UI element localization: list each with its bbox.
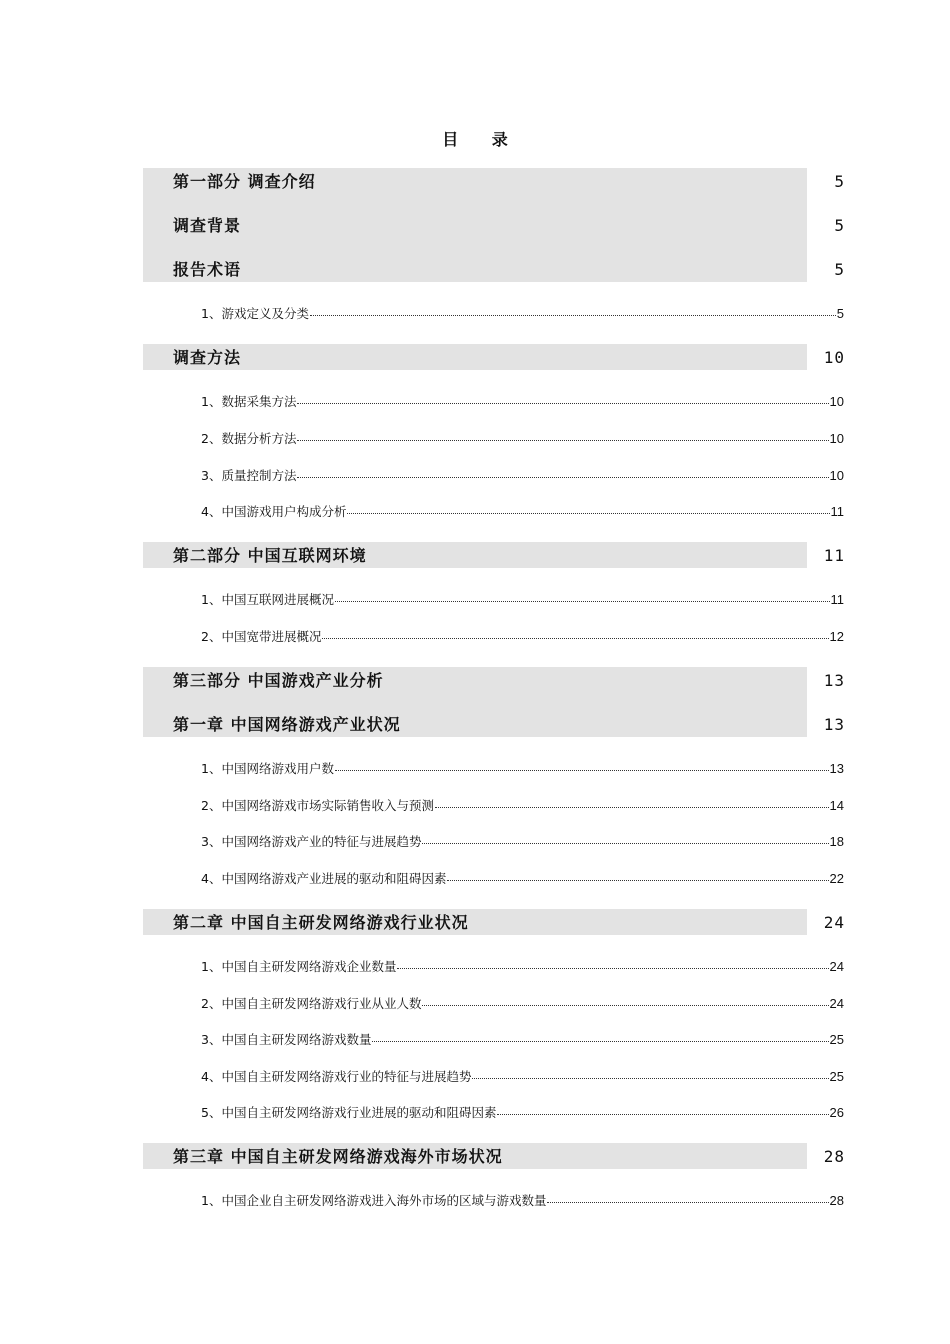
toc-item[interactable]	[201, 759, 844, 779]
toc-heading[interactable]: 第三章 中国自主研发网络游戏海外市场状况	[173, 1147, 503, 1166]
dot-leader	[547, 1202, 828, 1203]
toc-item[interactable]	[201, 466, 844, 486]
toc-item-page: 11	[830, 592, 844, 607]
toc-heading-page: 11	[823, 546, 845, 565]
toc-heading-page: 13	[823, 715, 845, 734]
toc-item-label: 4、中国游戏用户构成分析	[201, 504, 347, 519]
dot-leader	[310, 315, 836, 316]
toc-title: 目 录	[442, 130, 522, 149]
toc-item-label: 3、质量控制方法	[201, 468, 297, 483]
dot-leader	[372, 1041, 828, 1042]
toc-heading[interactable]: 调查背景	[173, 216, 242, 235]
toc-heading-page: 5	[834, 172, 845, 191]
dot-leader	[297, 403, 828, 404]
toc-item-label: 2、中国宽带进展概况	[201, 629, 322, 644]
toc-item[interactable]	[201, 994, 844, 1014]
toc-heading[interactable]: 第一部分 调查介绍	[173, 172, 316, 191]
toc-item-page: 24	[829, 996, 844, 1011]
toc-item[interactable]	[201, 832, 844, 852]
toc-item-label: 4、中国自主研发网络游戏行业的特征与进展趋势	[201, 1069, 472, 1084]
toc-heading-page: 10	[823, 348, 845, 367]
toc-item-page: 26	[829, 1105, 844, 1120]
toc-item-label: 1、中国企业自主研发网络游戏进入海外市场的区域与游戏数量	[201, 1193, 547, 1208]
toc-item[interactable]	[201, 1103, 844, 1123]
toc-heading[interactable]: 第一章 中国网络游戏产业状况	[173, 715, 401, 734]
dot-leader	[497, 1114, 828, 1115]
dot-leader	[335, 770, 829, 771]
toc-item-page: 18	[829, 834, 844, 849]
dot-leader	[472, 1078, 828, 1079]
toc-item[interactable]	[201, 796, 844, 816]
toc-heading[interactable]: 报告术语	[173, 260, 242, 279]
toc-item-label: 1、中国网络游戏用户数	[201, 761, 334, 776]
toc-item-page: 11	[830, 504, 844, 519]
toc-item-label: 1、游戏定义及分类	[201, 306, 309, 321]
toc-item-label: 3、中国网络游戏产业的特征与进展趋势	[201, 834, 422, 849]
dot-leader	[347, 513, 829, 514]
toc-item-label: 3、中国自主研发网络游戏数量	[201, 1032, 372, 1047]
toc-item-label: 2、数据分析方法	[201, 431, 297, 446]
toc-heading[interactable]: 第三部分 中国游戏产业分析	[173, 671, 384, 690]
toc-item-page: 10	[829, 468, 844, 483]
toc-item-label: 4、中国网络游戏产业进展的驱动和阻碍因素	[201, 871, 447, 886]
toc-heading[interactable]: 第二章 中国自主研发网络游戏行业状况	[173, 913, 469, 932]
toc-heading-page: 13	[823, 671, 845, 690]
toc-item-page: 25	[829, 1069, 844, 1084]
toc-item-label: 2、中国网络游戏市场实际销售收入与预测	[201, 798, 434, 813]
dot-leader	[422, 1005, 828, 1006]
toc-item-page: 13	[829, 761, 844, 776]
toc-item-label: 2、中国自主研发网络游戏行业从业人数	[201, 996, 422, 1011]
toc-item[interactable]	[201, 627, 844, 647]
toc-item-page: 10	[829, 394, 844, 409]
dot-leader	[397, 968, 828, 969]
dot-leader	[435, 807, 829, 808]
toc-item[interactable]	[201, 1191, 844, 1211]
dot-leader	[297, 440, 828, 441]
toc-item-page: 14	[829, 798, 844, 813]
dot-leader	[297, 477, 828, 478]
toc-item-label: 1、数据采集方法	[201, 394, 297, 409]
heading-band	[143, 344, 807, 370]
toc-heading[interactable]: 第二部分 中国互联网环境	[173, 546, 367, 565]
toc-item-page: 12	[829, 629, 844, 644]
toc-heading[interactable]: 调查方法	[173, 348, 242, 367]
dot-leader	[322, 638, 828, 639]
toc-item[interactable]	[201, 1030, 844, 1050]
dot-leader	[447, 880, 828, 881]
toc-item-page: 25	[829, 1032, 844, 1047]
toc-item-page: 28	[829, 1193, 844, 1208]
toc-item[interactable]	[201, 429, 844, 449]
toc-heading-page: 28	[823, 1147, 845, 1166]
toc-heading-page: 5	[834, 216, 845, 235]
toc-item[interactable]	[201, 392, 844, 412]
toc-item[interactable]	[201, 590, 844, 610]
toc-item-label: 1、中国互联网进展概况	[201, 592, 334, 607]
toc-item-page: 24	[829, 959, 844, 974]
dot-leader	[422, 843, 828, 844]
toc-heading-page: 24	[823, 913, 845, 932]
toc-item[interactable]	[201, 869, 844, 889]
toc-item[interactable]	[201, 957, 844, 977]
toc-item-page: 5	[836, 306, 844, 321]
dot-leader	[335, 601, 830, 602]
toc-item[interactable]	[201, 304, 844, 324]
toc-item[interactable]	[201, 502, 844, 522]
toc-heading-page: 5	[834, 260, 845, 279]
toc-item-page: 10	[829, 431, 844, 446]
toc-item-label: 5、中国自主研发网络游戏行业进展的驱动和阻碍因素	[201, 1105, 497, 1120]
toc-item-label: 1、中国自主研发网络游戏企业数量	[201, 959, 397, 974]
toc-item-page: 22	[829, 871, 844, 886]
toc-item[interactable]	[201, 1067, 844, 1087]
